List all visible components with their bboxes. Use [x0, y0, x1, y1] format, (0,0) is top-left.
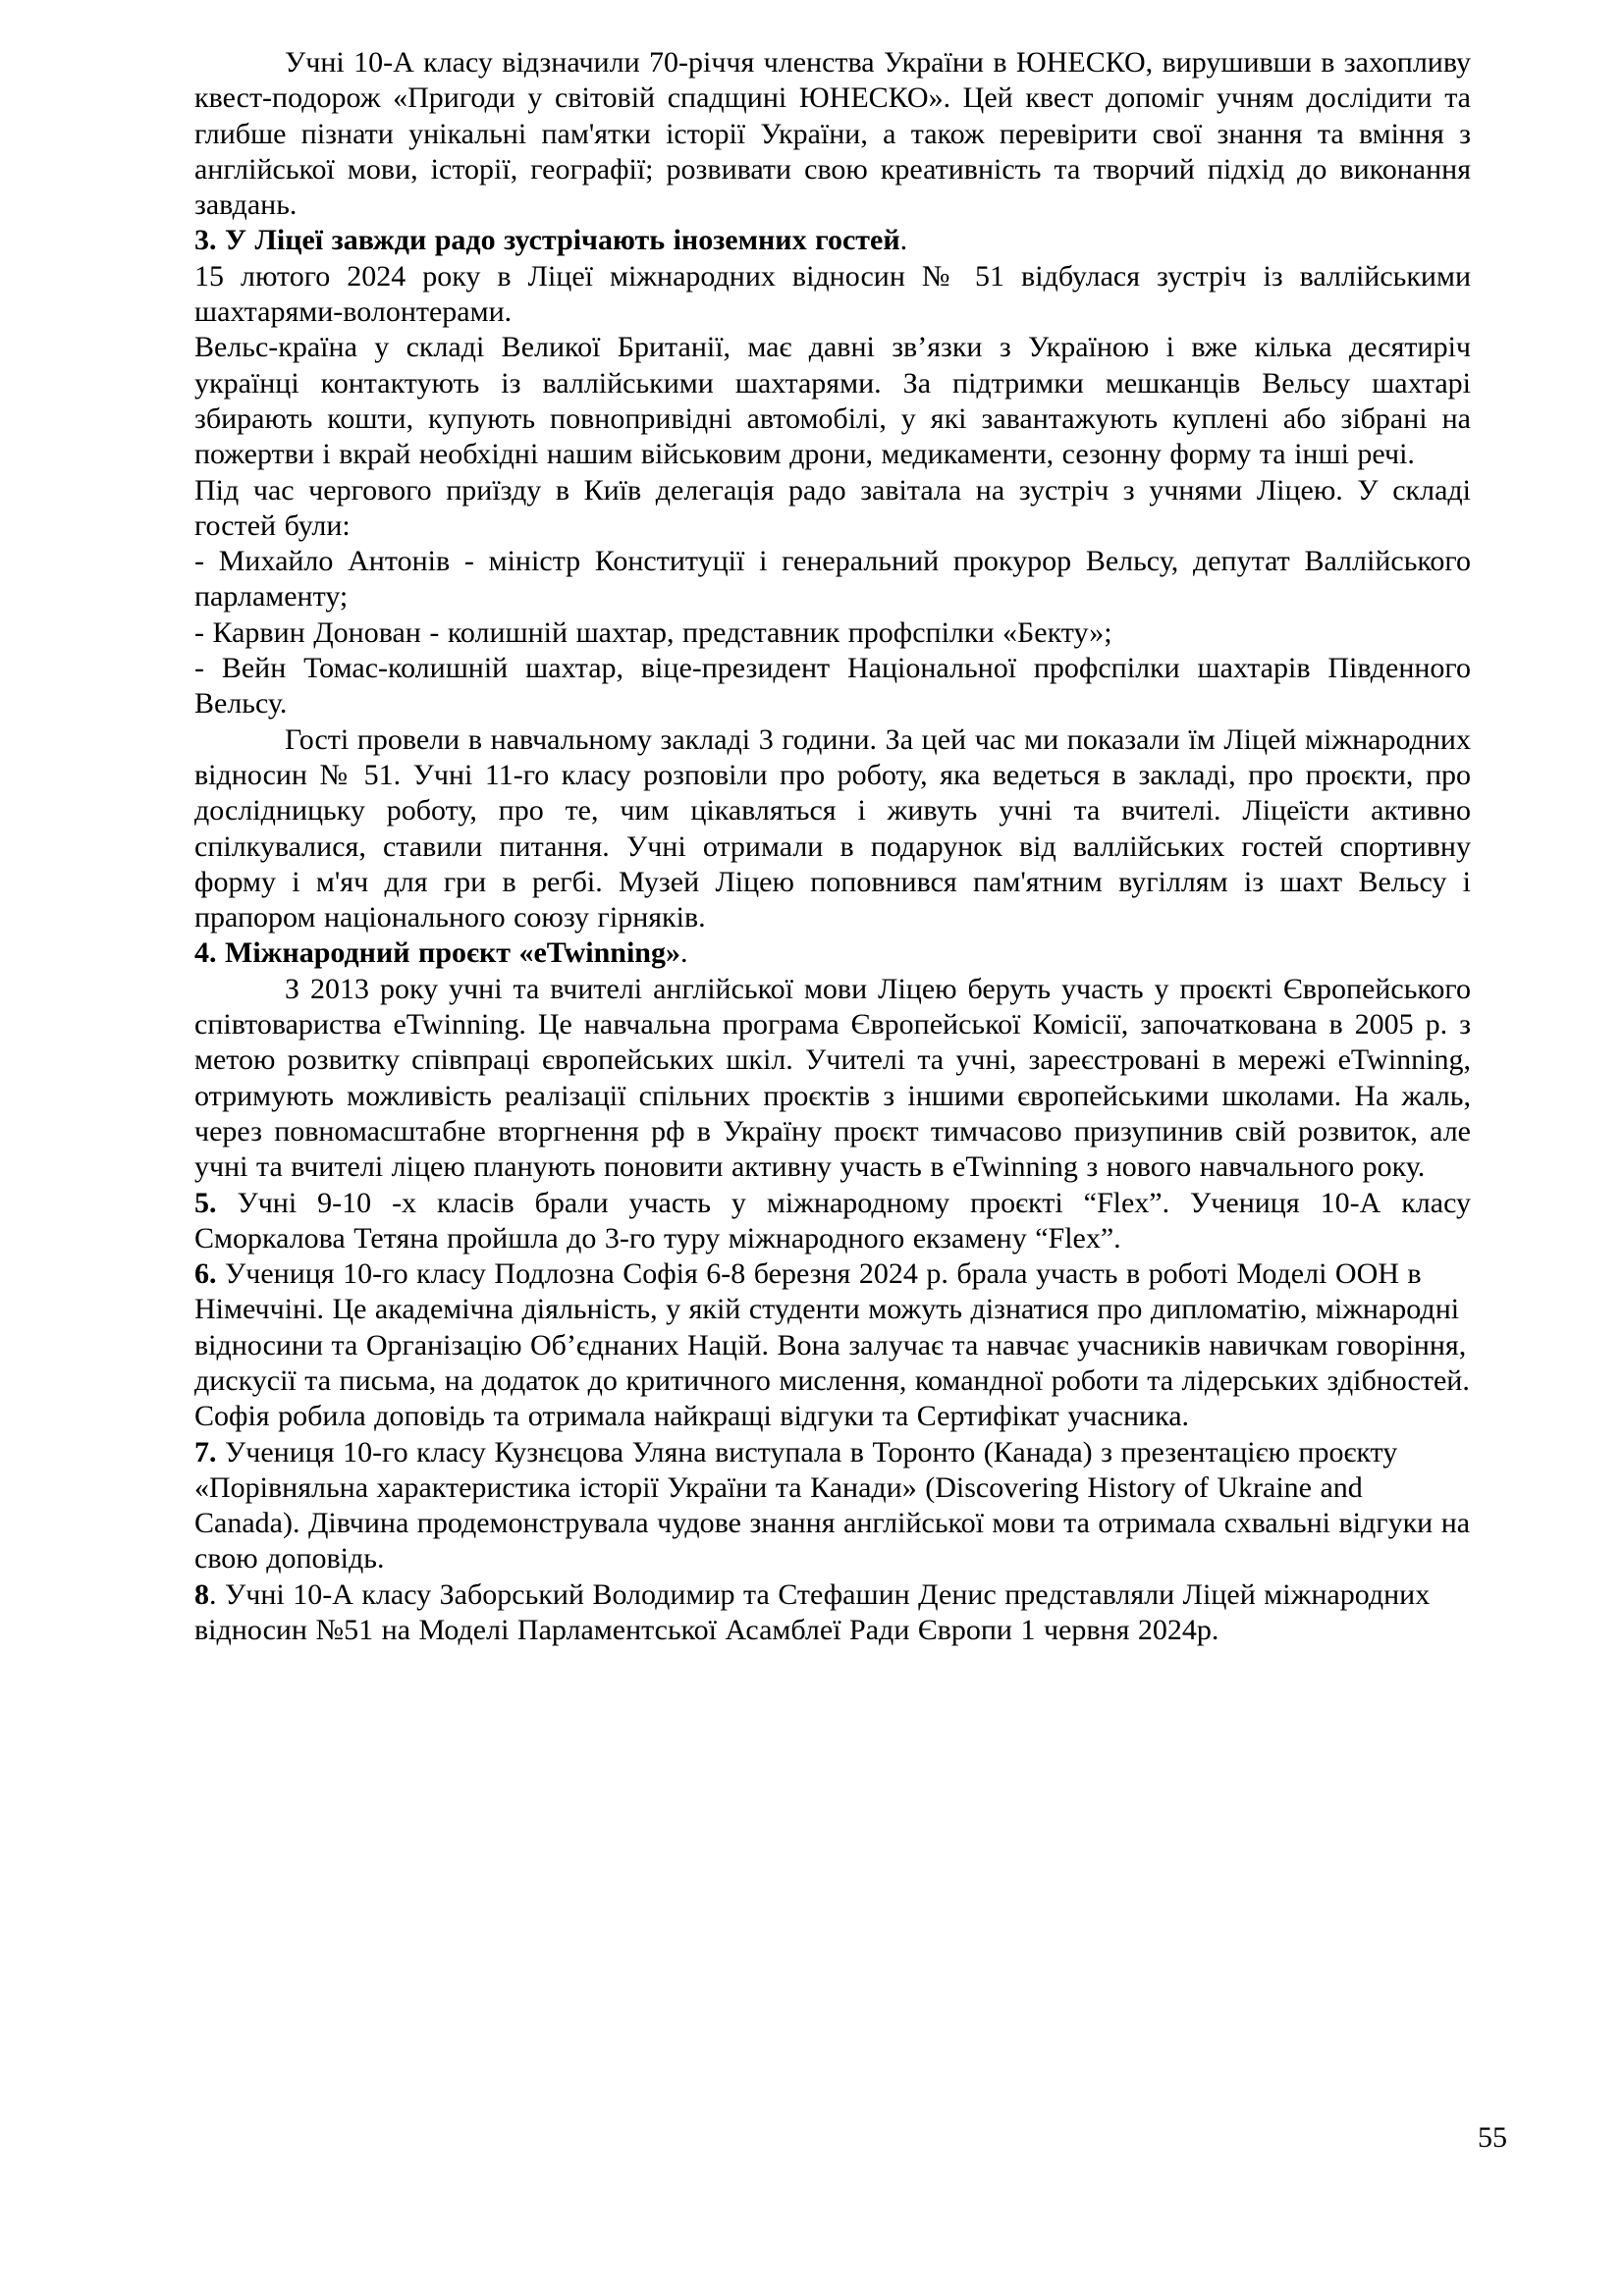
- heading-section-4: [194, 935, 1471, 971]
- page-number: 55: [1478, 2121, 1507, 2154]
- text-run: З 2013 року учні та вчителі англійської мови Ліцею беруть участь у проєкті Європейського співтовариства eTwinning. Це навчальна програма Європейської Комісії, започаткована в 2005 р. з метою розвитку співпраці європейських шкіл. Учителі та учні, зареєстровані в мережі eTwinning, отримують можливість реалізації спільних проєктів з іншими європейськими школами. На жаль, через повномасштабне вторгнення рф в Україну проєкт тимчасово призупинив свій розвиток, але учні та вчителі ліцею планують поновити активну участь в eTwinning з нового навчального року.: [194, 972, 1471, 1184]
- text-run: Вельс-країна у складі Великої Британії, має давні зв’язки з Україною і вже кілька десятиріч українці контактують із валлійськими шахтарями. За підтримки мешканців Вельсу шахтарі збирають кошти, купують повнопривідні автомобілі, у які завантажують куплені або зібрані на пожертви і вкрай необхідні нашим військовим дрони, медикаменти, сезонну форму та інші речі.: [194, 331, 1471, 471]
- paragraph-meeting-date: [194, 259, 1471, 331]
- text-run: - Вейн Томас-колишній шахтар, віце-президент Національної профспілки шахтарів Південного Вельсу.: [194, 652, 1471, 721]
- list-item-guest-tomas: [194, 651, 1471, 722]
- text-run: Учні 9-10 -х класів брали участь у міжнародному проєкті “Flex”. Учениця 10-А класу Сморкалова Тетяна пройшла до 3-го туру міжнародного екзамену “Flex”.: [194, 1186, 1471, 1255]
- text-run: Гості провели в навчальному закладі 3 години. За цей час ми показали їм Ліцей міжнародних відносин № 51. Учні 11-го класу розповіли про роботу, яка ведеться в закладі, про проєкти, про дослідницьку роботу, про те, чим цікавляться і живуть учні та вчителі. Ліцеїсти активно спілкувалися, ставили питання. Учні отримали в подарунок від валлійських гостей спортивну форму і м'яч для гри в регбі. Музей Ліцею поповнився пам'ятним вугіллям із шахт Вельсу і прапором національного союзу гірняків.: [194, 722, 1471, 934]
- text-run-bold: 6.: [194, 1257, 217, 1291]
- paragraph-etwinning: [194, 972, 1471, 1186]
- document-body: [194, 45, 1471, 1648]
- list-item-guest-antoniv: [194, 544, 1471, 615]
- text-run: .: [679, 936, 688, 970]
- text-run: Під час чергового приїзду в Київ делегація радо завітала на зустріч з учнями Ліцею. У складі гостей були:: [194, 473, 1471, 542]
- text-run: .: [899, 224, 908, 257]
- text-run: . Учні 10-А класу Заборський Володимир та Стефашин Денис представляли Ліцей міжнародних відносин №51 на Моделі Парламентської Асамблеї Ради Європи 1 червня 2024р.: [194, 1577, 1431, 1647]
- text-run-bold: 5.: [194, 1186, 217, 1219]
- text-run: Учениця 10-го класу Кузнєцова Уляна виступала в Торонто (Канада) з презентацією проєкту «Порівняльна характеристика історії України та Канади» (Discovering History of Ukraine and Canada). Дівчина продемонструвала чудове знання англійської мови та отримала схвальні відгуки на свою доповідь.: [194, 1435, 1471, 1575]
- paragraph-delegation-visit: [194, 473, 1471, 545]
- text-run-bold: 3. У Ліцеї завжди радо зустрічають іноземних гостей: [194, 224, 900, 257]
- paragraph-item-7-toronto: [194, 1435, 1471, 1577]
- paragraph-guests-tour: [194, 722, 1471, 936]
- text-run: - Карвин Донован - колишній шахтар, представник профспілки «Бекту»;: [194, 615, 1112, 649]
- text-run-bold: 4. Міжнародний проєкт «eTwinning»: [194, 936, 680, 970]
- text-run-bold: 7.: [194, 1435, 217, 1468]
- list-item-guest-donovan: [194, 615, 1471, 651]
- text-run: Учениця 10-го класу Подлозна Софія 6-8 березня 2024 р. брала участь в роботі Моделі ООН в Німеччіні. Це академічна діяльність, у якій студенти можуть дізнатися про дипломатію, міжнародні відносини та Організацію Об’єднаних Націй. Вона залучає та навчає учасників навичкам говоріння, дискусії та письма, на додаток до критичного мислення, командної роботи та лідерських здібностей. Софія робила доповідь та отримала найкращі відгуки та Сертифікат учасника.: [194, 1257, 1470, 1433]
- paragraph-wales-support: [194, 330, 1471, 472]
- paragraph-item-6-model-un: [194, 1256, 1471, 1434]
- text-run-bold: 8: [194, 1577, 209, 1611]
- text-run: Учні 10-А класу відзначили 70-річчя членства України в ЮНЕСКО, вирушивши в захопливу квест-подорож «Пригоди у світовій спадщині ЮНЕСКО». Цей квест допоміг учням дослідити та глибше пізнати унікальні пам'ятки історії України, а також перевірити свої знання та вміння з англійської мови, історії, географії; розвивати свою креативність та творчий підхід до виконання завдань.: [194, 46, 1471, 222]
- paragraph-item-5-flex: [194, 1186, 1471, 1257]
- text-run: 15 лютого 2024 року в Ліцеї міжнародних відносин № 51 відбулася зустріч із валлійськими шахтарями-волонтерами.: [194, 259, 1471, 329]
- paragraph-item-8-pace: [194, 1577, 1471, 1649]
- paragraph-unesco-quest: [194, 45, 1471, 223]
- heading-section-3: [194, 223, 1471, 258]
- text-run: - Михайло Антонів - міністр Конституції і генеральний прокурор Вельсу, депутат Валлійського парламенту;: [194, 545, 1471, 614]
